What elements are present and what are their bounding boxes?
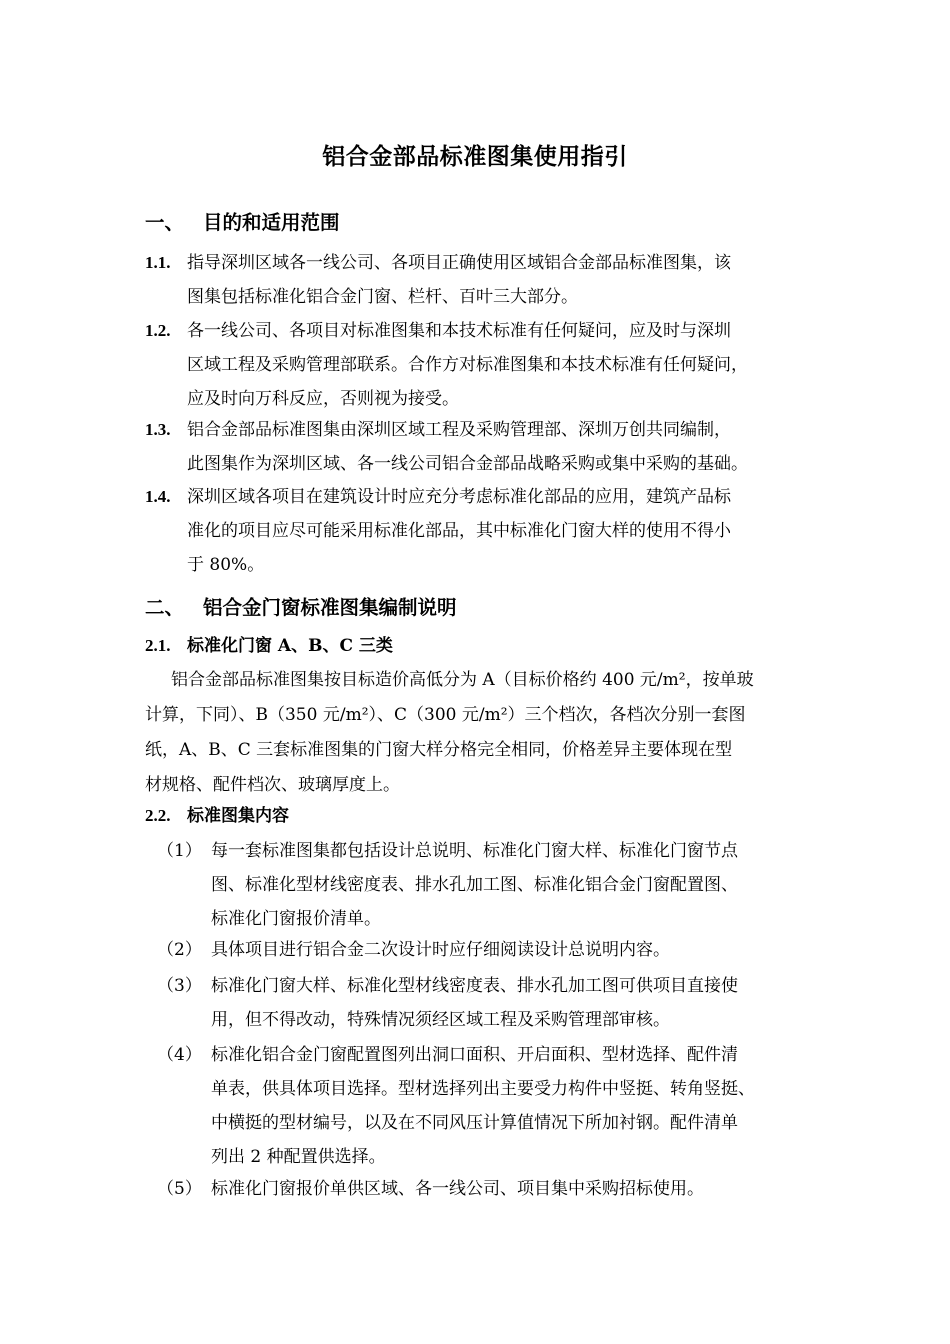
list-item-3 <box>145 969 825 1037</box>
list-item-1 <box>145 834 825 936</box>
clause-1-4 <box>145 480 825 582</box>
list-item-4 <box>145 1038 825 1174</box>
section-1-number: 一、 <box>145 211 185 234</box>
list-number: （4） <box>157 1045 202 1065</box>
section-2-title: 铝合金门窗标准图集编制说明 <box>203 596 457 619</box>
text-line: 计算，下同）、B（350 元/m²）、C（300 元/m²）三个档次，各档次分别一套图 <box>145 705 746 725</box>
section-2-heading <box>145 593 457 623</box>
text-line: 用，但不得改动，特殊情况须经区域工程及采购管理部审核。 <box>211 1010 670 1030</box>
text-line: 区域工程及采购管理部联系。合作方对标准图集和本技术标准有任何疑问， <box>187 355 748 375</box>
list-text <box>211 969 825 1037</box>
subsection-number: 2.2. <box>145 806 171 825</box>
text-line: 各一线公司、各项目对标准图集和本技术标准有任何疑问，应及时与深圳 <box>187 321 731 341</box>
text-line: 中横挺的型材编号，以及在不同风压计算值情况下所加衬钢。配件清单 <box>211 1113 738 1133</box>
list-item-2 <box>145 933 825 967</box>
list-number: （2） <box>157 940 202 960</box>
text-line: 标准化门窗报价清单。 <box>211 909 381 929</box>
subsection-title: 标准图集内容 <box>187 806 289 826</box>
list-text <box>211 933 825 967</box>
clause-text <box>187 314 825 416</box>
text-line: 材规格、配件档次、玻璃厚度上。 <box>145 775 400 795</box>
list-text <box>211 1172 825 1206</box>
clause-number: 1.4. <box>145 487 171 506</box>
text-line: 深圳区域各项目在建筑设计时应充分考虑标准化部品的应用，建筑产品标 <box>187 487 731 507</box>
subsection-2-1-paragraph <box>145 663 810 803</box>
list-number: （1） <box>157 841 202 861</box>
document-title: 铝合金部品标准图集使用指引 <box>322 143 628 170</box>
clause-text <box>187 246 825 314</box>
text-line: 标准化门窗大样、标准化型材线密度表、排水孔加工图可供项目直接使 <box>211 976 738 996</box>
text-line: 每一套标准图集都包括设计总说明、标准化门窗大样、标准化门窗节点 <box>211 841 738 861</box>
clause-1-2 <box>145 314 825 416</box>
text-line: 列出 2 种配置供选择。 <box>211 1147 386 1167</box>
clause-number: 1.1. <box>145 253 171 272</box>
clause-1-1 <box>145 246 825 314</box>
section-1-title: 目的和适用范围 <box>203 211 340 234</box>
list-item-5 <box>145 1172 825 1206</box>
text-line: 铝合金部品标准图集按目标造价高低分为 A（目标价格约 400 元/m²，按单玻 <box>171 670 754 690</box>
list-number: （5） <box>157 1179 202 1199</box>
text-line: 纸，A、B、C 三套标准图集的门窗大样分格完全相同，价格差异主要体现在型 <box>145 740 733 760</box>
subsection-2-1-heading <box>145 631 393 661</box>
section-1-heading <box>145 208 340 238</box>
clause-number: 1.2. <box>145 321 171 340</box>
subsection-number: 2.1. <box>145 636 171 655</box>
text-line: 铝合金部品标准图集由深圳区域工程及采购管理部、深圳万创共同编制， <box>187 420 731 440</box>
text-line: 标准化门窗报价单供区域、各一线公司、项目集中采购招标使用。 <box>211 1179 704 1199</box>
text-line: 于 80%。 <box>187 555 265 575</box>
clause-1-3 <box>145 413 825 481</box>
text-line: 准化的项目应尽可能采用标准化部品，其中标准化门窗大样的使用不得小 <box>187 521 731 541</box>
subsection-title: 标准化门窗 A、B、C 三类 <box>187 636 393 656</box>
clause-number: 1.3. <box>145 420 171 439</box>
text-line: 应及时向万科反应，否则视为接受。 <box>187 389 459 409</box>
section-2-number: 二、 <box>145 596 185 619</box>
text-line: 指导深圳区域各一线公司、各项目正确使用区域铝合金部品标准图集，该 <box>187 253 731 273</box>
text-line: 图、标准化型材线密度表、排水孔加工图、标准化铝合金门窗配置图、 <box>211 875 738 895</box>
text-line: 图集包括标准化铝合金门窗、栏杆、百叶三大部分。 <box>187 287 578 307</box>
list-number: （3） <box>157 976 202 996</box>
text-line: 单表，供具体项目选择。型材选择列出主要受力构件中竖挺、转角竖挺、 <box>211 1079 755 1099</box>
clause-text <box>187 413 825 481</box>
text-line: 具体项目进行铝合金二次设计时应仔细阅读设计总说明内容。 <box>211 940 670 960</box>
list-text <box>211 1038 825 1174</box>
list-text <box>211 834 825 936</box>
clause-text <box>187 480 825 582</box>
subsection-2-2-heading <box>145 801 289 831</box>
text-line: 此图集作为深圳区域、各一线公司铝合金部品战略采购或集中采购的基础。 <box>187 454 748 474</box>
text-line: 标准化铝合金门窗配置图列出洞口面积、开启面积、型材选择、配件清 <box>211 1045 738 1065</box>
